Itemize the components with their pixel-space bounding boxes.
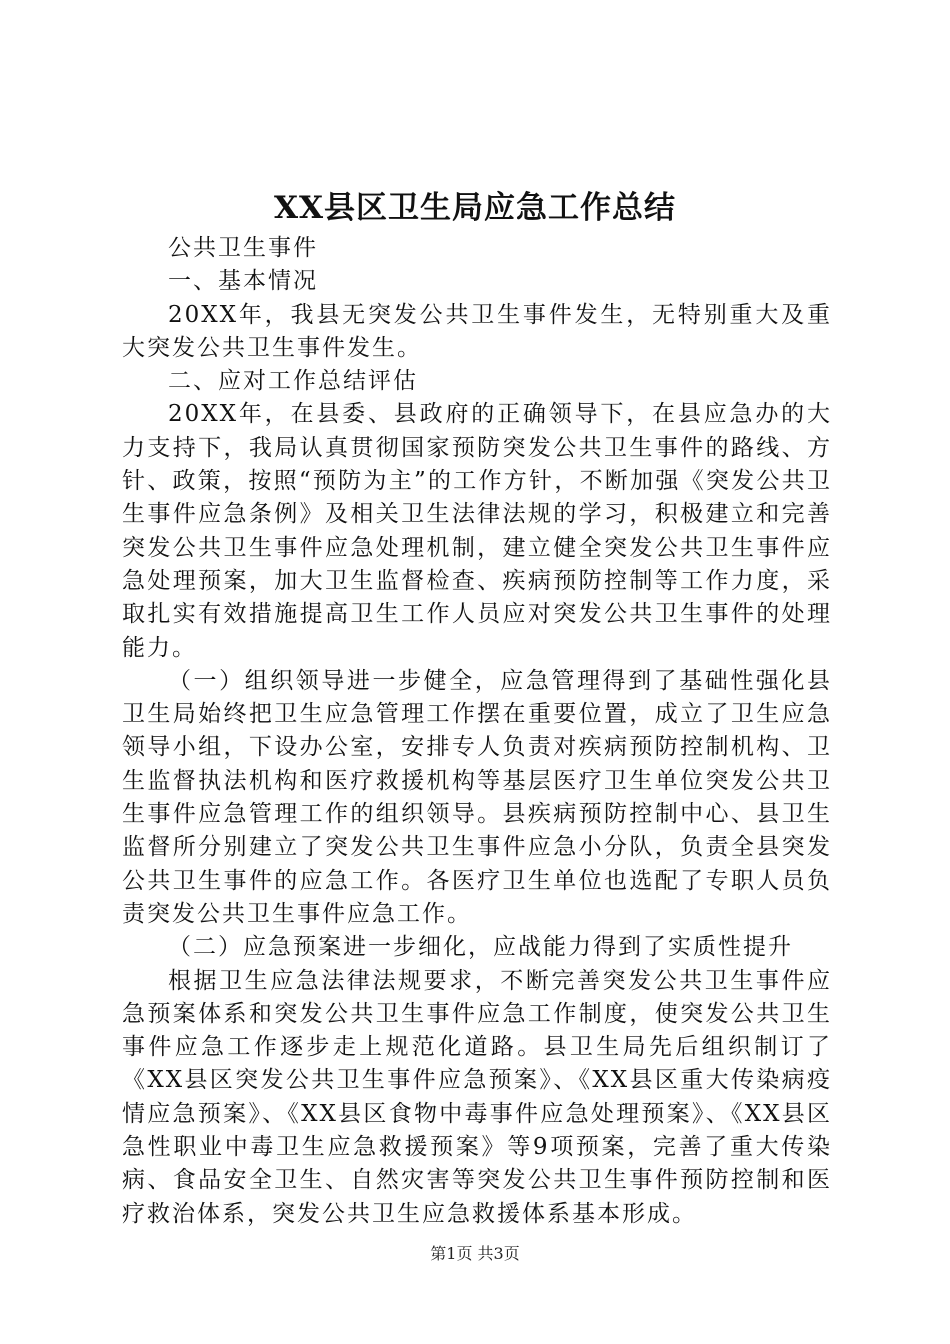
paragraph-basic-situation: 20XX年，我县无突发公共卫生事件发生，无特别重大及重大突发公共卫生事件发生。 (122, 301, 832, 361)
paragraph-organization-leadership: （一）组织领导进一步健全，应急管理得到了基础性强化县卫生局始终把卫生应急管理工作摆在重要位置，成立了卫生应急领导小组，下设办公室，安排专人负责对疾病预防控制机构、卫生监督执法机构和医疗救援机构等基层医疗卫生单位突发公共卫生事件应急管理工作的组织领导。县疾病预防控制中心、县卫生监督所分别建立了突发公共卫生事件应急小分队，负责全县突发公共卫生事件的应急工作。各医疗卫生单位也选配了专职人员负责突发公共卫生事件应急工作。 (122, 667, 832, 927)
heading-response-evaluation: 二、应对工作总结评估 (168, 368, 418, 395)
paragraph-emergency-plans: 根据卫生应急法律法规要求，不断完善突发公共卫生事件应急预案体系和突发公共卫生事件应急工作制度，使突发公共卫生事件应急工作逐步走上规范化道路。县卫生局先后组织制订了《XX县区突发公共卫生事件应急预案》、《XX县区重大传染病疫情应急预案》、《XX县区食物中毒事件应急处理预案》、《XX县区急性职业中毒卫生应急救援预案》等9项预案，完善了重大传染病、食品安全卫生、自然灾害等突发公共卫生事件预防控制和医疗救治体系，突发公共卫生应急救援体系基本形成。 (122, 967, 832, 1227)
page-number-footer: 第1页 共3页 (430, 1244, 520, 1263)
document-title: XX县区卫生局应急工作总结 (273, 190, 677, 226)
heading-basic-situation: 一、基本情况 (168, 268, 318, 295)
heading-emergency-plans: （二）应急预案进一步细化，应战能力得到了实质性提升 (168, 934, 793, 961)
paragraph-section-label: 公共卫生事件 (168, 235, 318, 261)
paragraph-response-evaluation: 20XX年，在县委、县政府的正确领导下，在县应急办的大力支持下，我局认真贯彻国家预防突发公共卫生事件的路线、方针、政策，按照“预防为主”的工作方针，不断加强《突发公共卫生事件应急条例》及相关卫生法律法规的学习，积极建立和完善突发公共卫生事件应急处理机制，建立健全突发公共卫生事件应急处理预案，加大卫生监督检查、疾病预防控制等工作力度，采取扎实有效措施提高卫生工作人员应对突发公共卫生事件的处理能力。 (122, 401, 832, 661)
document-body (122, 232, 832, 1231)
